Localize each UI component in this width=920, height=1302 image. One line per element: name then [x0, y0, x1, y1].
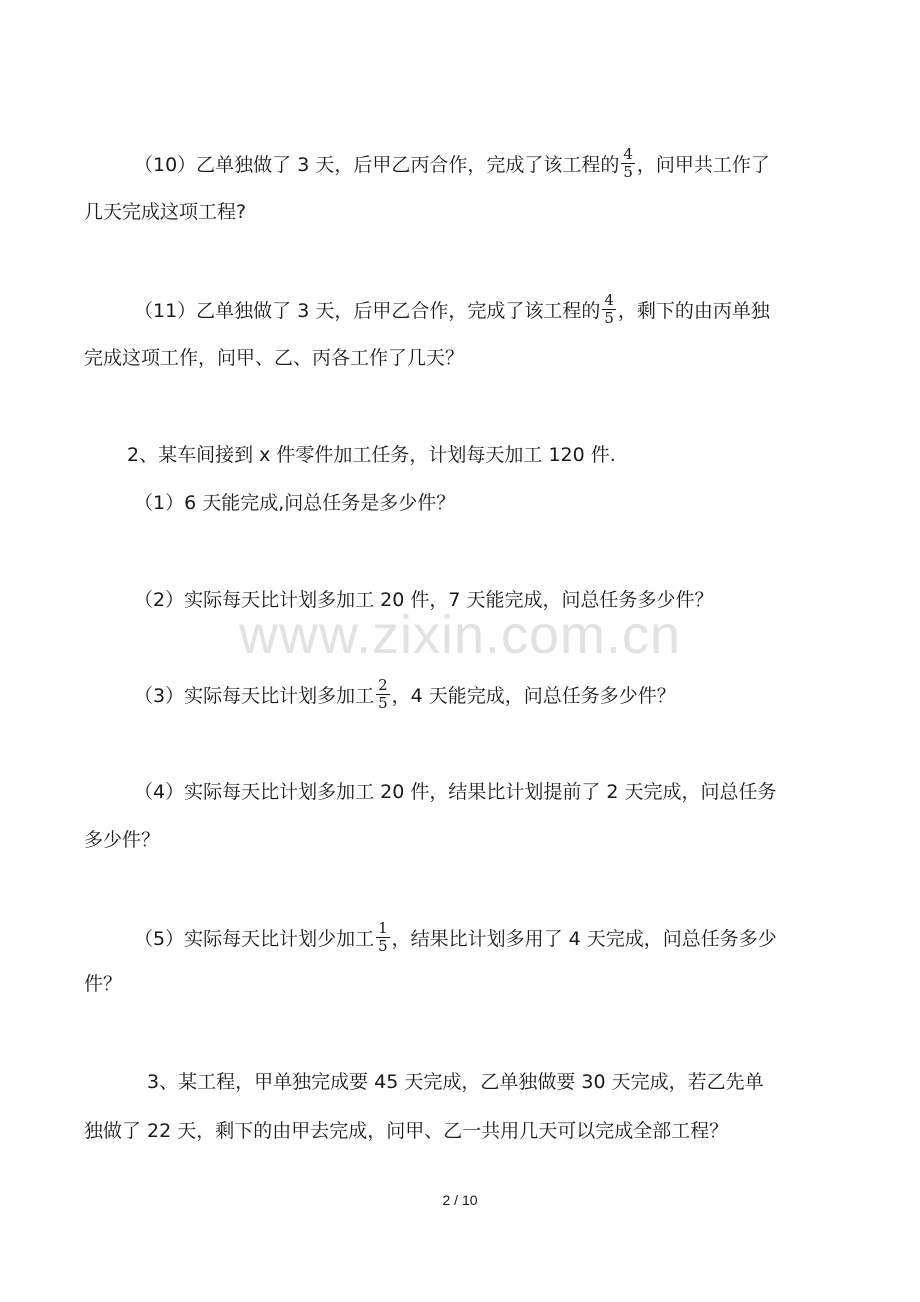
sub5-text-a: （5）实际每天比计划少加工 [134, 928, 375, 950]
problem2-sub3 [134, 676, 894, 714]
q10-line2: 几天完成这项工程? [84, 201, 247, 223]
fraction [376, 920, 390, 955]
sub5-text-b: ，结果比计划多用了 4 天完成，问总任务多少 [391, 928, 777, 950]
fraction [602, 292, 616, 327]
q11-line1 [134, 291, 894, 329]
watermark: www.zixin.com.cn [238, 605, 682, 665]
problem2-sub5-line2: 件？ [84, 973, 123, 995]
page-indicator: 2 / 10 [442, 1192, 478, 1208]
problem2-sub1: （1）6 天能完成,问总任务是多少件？ [134, 492, 456, 514]
q11-text-a: （11）乙单独做了 3 天，后甲乙合作，完成了该工程的 [134, 300, 601, 322]
problem2-sub2: （2）实际每天比计划多加工 20 件，7 天能完成，问总任务多少件？ [134, 589, 714, 611]
problem2-sub5-line1 [134, 919, 894, 957]
fraction-numerator: 2 [378, 676, 388, 694]
problem2-title: 2、某车间接到 x 件零件加工任务，计划每天加工 120 件. [127, 444, 616, 466]
problem3-line2: 独做了 22 天，剩下的由甲去完成，问甲、乙一共用几天可以完成全部工程？ [84, 1120, 729, 1142]
fraction-denominator: 5 [378, 937, 388, 955]
fraction-numerator: 4 [623, 145, 633, 163]
fraction-denominator: 5 [378, 694, 388, 712]
problem2-sub4-line1: （4）实际每天比计划多加工 20 件，结果比计划提前了 2 天完成，问总任务 [134, 781, 777, 803]
fraction [376, 677, 390, 712]
q10-text-b: ，问甲共工作了 [636, 154, 770, 176]
q11-line2: 完成这项工作，问甲、乙、丙各工作了几天？ [84, 347, 465, 369]
problem2-sub4-line2: 多少件？ [84, 829, 161, 851]
sub3-text-a: （3）实际每天比计划多加工 [134, 685, 375, 707]
q10-line1 [134, 145, 894, 183]
q10-text-a: （10）乙单独做了 3 天，后甲乙丙合作，完成了该工程的 [134, 154, 620, 176]
fraction [621, 146, 635, 181]
fraction-numerator: 4 [604, 291, 614, 309]
fraction-denominator: 5 [623, 163, 633, 181]
q11-text-b: ，剩下的由丙单独 [617, 300, 770, 322]
fraction-numerator: 1 [378, 919, 388, 937]
problem3-line1: 3、某工程，甲单独完成要 45 天完成，乙单独做要 30 天完成，若乙先单 [147, 1071, 764, 1093]
fraction-denominator: 5 [604, 309, 614, 327]
sub3-text-b: ，4 天能完成，问总任务多少件？ [391, 685, 676, 707]
